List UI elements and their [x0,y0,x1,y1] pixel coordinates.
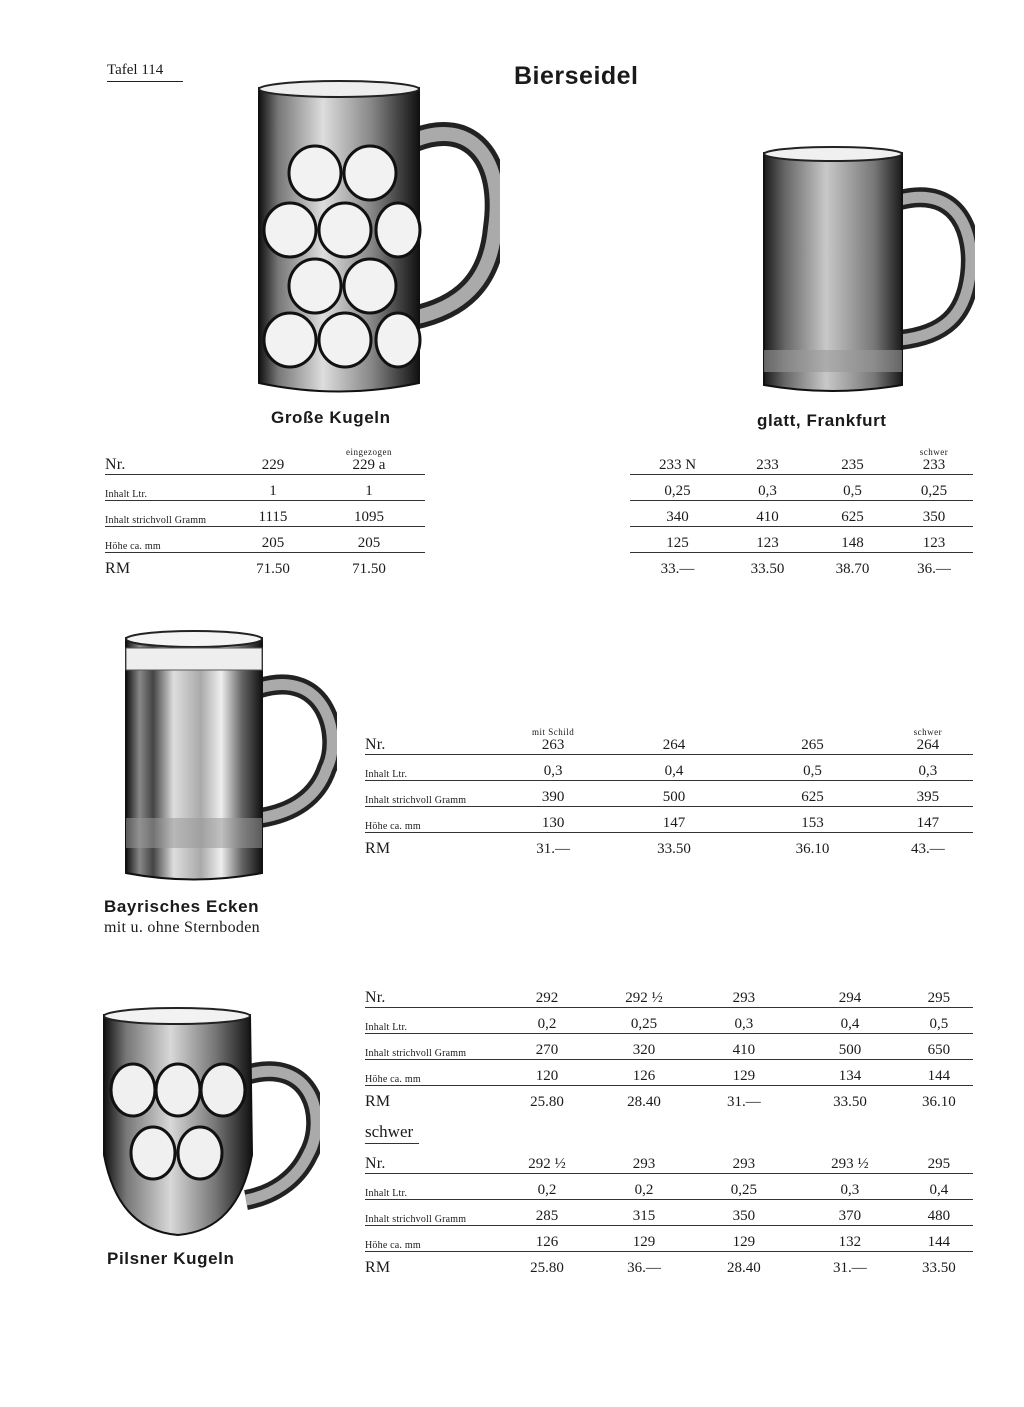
table-cell [606,728,742,755]
table-cell [596,1226,693,1252]
cell-value: Höhe ca. mm [365,1074,421,1085]
cell-value: Nr. [365,736,386,753]
cell-value: 1115 [258,509,288,525]
table-cell [810,527,895,553]
table-cell [313,553,425,579]
table-row [365,982,973,1008]
table-cell [883,781,973,807]
cell-value: 625 [801,789,824,805]
table-cell [313,475,425,501]
table-cell [895,448,973,475]
cell-value: 320 [632,1042,656,1058]
cell-value: Nr. [105,456,126,473]
table-cell [905,1060,973,1086]
cell-value: 130 [541,815,565,831]
cell-value: Höhe ca. mm [365,1240,421,1251]
table-grosse-kugeln [105,448,973,578]
table-cell [795,982,904,1008]
cell-value: Inhalt strichvoll Gramm [365,1048,467,1059]
table-cell [595,1008,692,1034]
table-cell [313,527,425,553]
table-cell [498,1226,595,1252]
table-row [365,1034,973,1060]
table-cell [795,1034,904,1060]
caption-glatt-frankfurt: glatt, Frankfurt [757,411,887,430]
table-gap [425,475,630,501]
cell-value: 33.50 [750,561,785,577]
cell-value: 0,4 [840,1016,860,1032]
cell-note: schwer [913,727,943,737]
table-cell [895,501,973,527]
row-label [365,1148,498,1174]
table-cell [630,527,725,553]
table-row [105,475,973,501]
row-label [365,1060,498,1086]
cell-value: 340 [666,509,689,525]
cell-value: 25.80 [530,1094,564,1110]
cell-value: 0,3 [543,763,563,779]
cell-value: 350 [732,1208,756,1224]
row-label [365,728,500,755]
cell-value: 500 [662,789,686,805]
cell-value: 36.10 [921,1094,956,1110]
table-cell [905,1008,973,1034]
table-cell [500,807,605,833]
table-cell [742,833,882,859]
cell-value: 0,3 [840,1182,860,1198]
table-row [365,1086,973,1112]
cell-value: 500 [838,1042,862,1058]
cell-value: 129 [732,1068,756,1084]
cell-value: 0,25 [920,483,948,499]
table-row [365,728,973,755]
table-cell [693,1060,796,1086]
table-cell [313,501,425,527]
table-cell [895,527,973,553]
table-cell [795,1200,905,1226]
cell-value: 126 [632,1068,656,1084]
cell-value: 292 ½ [625,990,663,1006]
table-row [105,527,973,553]
table-cell [795,1148,905,1174]
cell-value: 0,3 [918,763,938,779]
table-cell [795,1174,905,1200]
cell-value: 36.10 [795,841,830,857]
mug-glatt-frankfurt-illustration [760,145,975,400]
table-cell [795,1008,904,1034]
table-cell [606,807,742,833]
cell-value: 205 [357,535,381,551]
cell-value: Inhalt Ltr. [365,1022,408,1033]
cell-note: mit Schild [531,727,575,737]
cell-value: 264 [916,737,940,753]
table-row [365,807,973,833]
table-cell [725,501,810,527]
cell-value: 295 [927,990,951,1006]
table-cell [692,1174,795,1200]
cell-value: 295 [927,1156,951,1172]
table-cell [742,781,882,807]
cell-value: 129 [632,1234,656,1250]
table-cell [905,1174,973,1200]
table-cell [810,553,895,579]
row-label [365,1252,498,1278]
table-cell [725,553,810,579]
cell-value: 315 [632,1208,656,1224]
cell-value: Nr. [365,989,386,1006]
table-gap [425,501,630,527]
table-cell [233,553,313,579]
cell-value: 0,25 [664,483,691,499]
cell-value: 148 [841,535,864,551]
cell-value: 0,5 [843,483,862,499]
table-row [365,1060,973,1086]
cell-value: Inhalt Ltr. [365,769,408,780]
table-cell [905,982,973,1008]
cell-value: Höhe ca. mm [105,541,161,552]
table-cell [313,448,425,475]
mug-bayrisches-ecken-illustration [122,628,337,890]
table-cell [693,1086,796,1112]
cell-value: 43.— [910,841,945,857]
cell-value: 292 ½ [528,1156,566,1172]
cell-value: 265 [801,737,824,753]
cell-value: 33.— [660,561,695,577]
table-cell [725,475,810,501]
table-cell [606,781,742,807]
caption-pilsner-kugeln: Pilsner Kugeln [107,1249,235,1268]
row-label [105,527,233,553]
cell-value: 0,2 [537,1182,557,1198]
table-cell [233,501,313,527]
row-label [365,755,500,781]
row-label [365,833,500,859]
cell-value: 625 [841,509,864,525]
cell-value: 0,2 [537,1016,557,1032]
cell-value: 293 [732,1156,756,1172]
row-label [365,1034,498,1060]
cell-value: 33.50 [833,1094,867,1110]
table-cell [693,1008,796,1034]
table-cell [795,1252,905,1278]
cell-value: RM [365,840,391,857]
cell-value: 147 [662,815,686,831]
table-cell [692,1200,795,1226]
cell-note: eingezogen [346,447,392,457]
cell-value: 123 [756,535,779,551]
mug-pilsner-kugeln-illustration [98,1005,320,1243]
table-cell [606,755,742,781]
cell-value: Inhalt strichvoll Gramm [365,795,467,806]
cell-value: 134 [838,1068,862,1084]
table-cell [500,833,605,859]
row-label [365,1086,498,1112]
table-cell [905,1252,973,1278]
cell-value: 293 [732,990,756,1006]
table-cell [693,1034,796,1060]
cell-value: 294 [838,990,862,1006]
table-cell [883,755,973,781]
cell-value: 205 [261,535,285,551]
table-cell [905,1148,973,1174]
cell-value: 129 [732,1234,756,1250]
table-cell [895,475,973,501]
cell-value: RM [365,1259,391,1276]
cell-value: 233 N [658,457,697,473]
cell-value: 71.50 [352,561,386,577]
cell-value: 270 [535,1042,559,1058]
cell-value: 36.— [627,1260,661,1276]
cell-value: 0,3 [758,483,777,499]
caption-grosse-kugeln: Große Kugeln [271,408,391,427]
table-cell [692,1148,795,1174]
cell-value: 263 [541,737,565,753]
cell-value: 0,5 [803,763,822,779]
cell-value: 31.— [536,841,570,857]
table-cell [498,1148,595,1174]
cell-value: 0,4 [929,1182,949,1198]
cell-value: 233 [922,457,946,473]
cell-value: 144 [927,1068,951,1084]
table-cell [498,1034,595,1060]
table-row [365,1200,973,1226]
table-row [105,448,973,475]
cell-value: 0,4 [664,763,684,779]
table-cell [810,501,895,527]
table-cell [595,982,692,1008]
subcaption-sternboden: mit u. ohne Sternboden [104,919,260,936]
row-label [365,982,498,1008]
table-cell [630,553,725,579]
cell-value: 650 [927,1042,951,1058]
cell-value: 33.50 [657,841,691,857]
cell-value: 0,25 [630,1016,658,1032]
cell-value: 0,3 [734,1016,754,1032]
table-cell [692,1252,795,1278]
plate-number: Tafel 114 [107,62,183,82]
cell-note: schwer [919,447,949,457]
table-gap [425,527,630,553]
table-cell [630,501,725,527]
cell-value: Höhe ca. mm [365,821,421,832]
table-pilsner-kugeln-schwer [365,1148,973,1277]
table-row [365,1008,973,1034]
cell-value: 31.— [833,1260,867,1276]
table-cell [596,1174,693,1200]
cell-value: 36.— [917,561,951,577]
table-row [105,501,973,527]
cell-value: 33.50 [921,1260,956,1276]
table-cell [595,1060,692,1086]
table-cell [742,728,882,755]
row-label [365,1174,498,1200]
table-cell [500,781,605,807]
cell-value: 264 [662,737,686,753]
table-cell [693,982,796,1008]
table-cell [630,448,725,475]
table-cell [795,1086,904,1112]
table-cell [498,1252,595,1278]
table-cell [895,553,973,579]
cell-value: Inhalt strichvoll Gramm [105,515,207,526]
cell-value: 132 [838,1234,862,1250]
table-cell [498,1086,595,1112]
schwer-heading: schwer [365,1122,419,1144]
row-label [105,501,233,527]
table-cell [742,807,882,833]
cell-value: 120 [535,1068,559,1084]
cell-value: RM [365,1093,391,1110]
table-cell [233,448,313,475]
cell-value: 126 [535,1234,559,1250]
table-cell [498,1060,595,1086]
table-cell [596,1148,693,1174]
table-cell [233,527,313,553]
cell-value: 229 a [352,457,386,473]
row-label [365,1008,498,1034]
cell-value: 410 [756,509,779,525]
row-label [365,1200,498,1226]
table-cell [905,1086,973,1112]
cell-value: 410 [732,1042,756,1058]
cell-value: 229 [261,457,285,473]
cell-value: 153 [801,815,824,831]
cell-value: Inhalt strichvoll Gramm [365,1214,467,1225]
table-cell [883,833,973,859]
table-pilsner-kugeln [365,982,973,1111]
cell-value: 125 [666,535,689,551]
cell-value: 0,5 [929,1016,949,1032]
page-title: Bierseidel [514,62,639,90]
table-cell [233,475,313,501]
cell-value: 390 [541,789,565,805]
table-cell [500,755,605,781]
cell-value: 350 [922,509,946,525]
table-cell [810,448,895,475]
table-cell [810,475,895,501]
table-gap [425,553,630,579]
table-cell [742,755,882,781]
table-row [105,553,973,579]
row-label [365,781,500,807]
table-gap [425,448,630,475]
mug-grosse-kugeln-illustration [255,78,500,398]
table-cell [606,833,742,859]
cell-value: 293 [632,1156,656,1172]
row-label [365,1226,498,1252]
table-cell [595,1086,692,1112]
row-label [365,807,500,833]
table-cell [883,807,973,833]
cell-value: 395 [916,789,940,805]
cell-value: 28.40 [726,1260,761,1276]
table-row [365,833,973,859]
table-cell [905,1034,973,1060]
cell-value: 293 ½ [831,1156,869,1172]
cell-value: 233 [756,457,779,473]
table-cell [795,1226,905,1252]
table-cell [596,1252,693,1278]
table-cell [498,1008,595,1034]
table-cell [905,1200,973,1226]
table-row [365,1148,973,1174]
table-cell [795,1060,904,1086]
cell-value: 123 [922,535,946,551]
table-row [365,1226,973,1252]
table-cell [630,475,725,501]
cell-value: 25.80 [530,1260,564,1276]
cell-value: 71.50 [256,561,290,577]
cell-value: Inhalt Ltr. [105,489,148,500]
table-row [365,1252,973,1278]
table-cell [905,1226,973,1252]
row-label [105,448,233,475]
table-cell [692,1226,795,1252]
table-cell [725,527,810,553]
cell-value: Nr. [365,1155,386,1172]
table-cell [596,1200,693,1226]
table-cell [725,448,810,475]
cell-value: 144 [927,1234,951,1250]
table-cell [883,728,973,755]
cell-value: 1095 [354,509,384,525]
cell-value: Inhalt Ltr. [365,1188,408,1199]
table-cell [498,1200,595,1226]
cell-value: RM [105,560,131,577]
cell-value: 31.— [727,1094,761,1110]
cell-value: 0,25 [730,1182,757,1198]
cell-value: 370 [838,1208,862,1224]
table-cell [498,982,595,1008]
cell-value: 38.70 [835,561,870,577]
cell-value: 147 [916,815,940,831]
table-cell [498,1174,595,1200]
table-row [365,755,973,781]
table-cell [595,1034,692,1060]
table-bayrisches-ecken [365,728,973,858]
cell-value: 0,2 [634,1182,654,1198]
cell-value: 28.40 [627,1094,661,1110]
cell-value: 292 [535,990,559,1006]
caption-bayrisches-ecken: Bayrisches Ecken [104,897,260,916]
table-row [365,1174,973,1200]
table-cell [500,728,605,755]
cell-value: 285 [535,1208,559,1224]
table-row [365,781,973,807]
cell-value: 235 [841,457,864,473]
cell-value: 480 [927,1208,951,1224]
cell-value: 1 [365,483,373,499]
row-label [105,475,233,501]
row-label [105,553,233,579]
cell-value: 1 [269,483,277,499]
